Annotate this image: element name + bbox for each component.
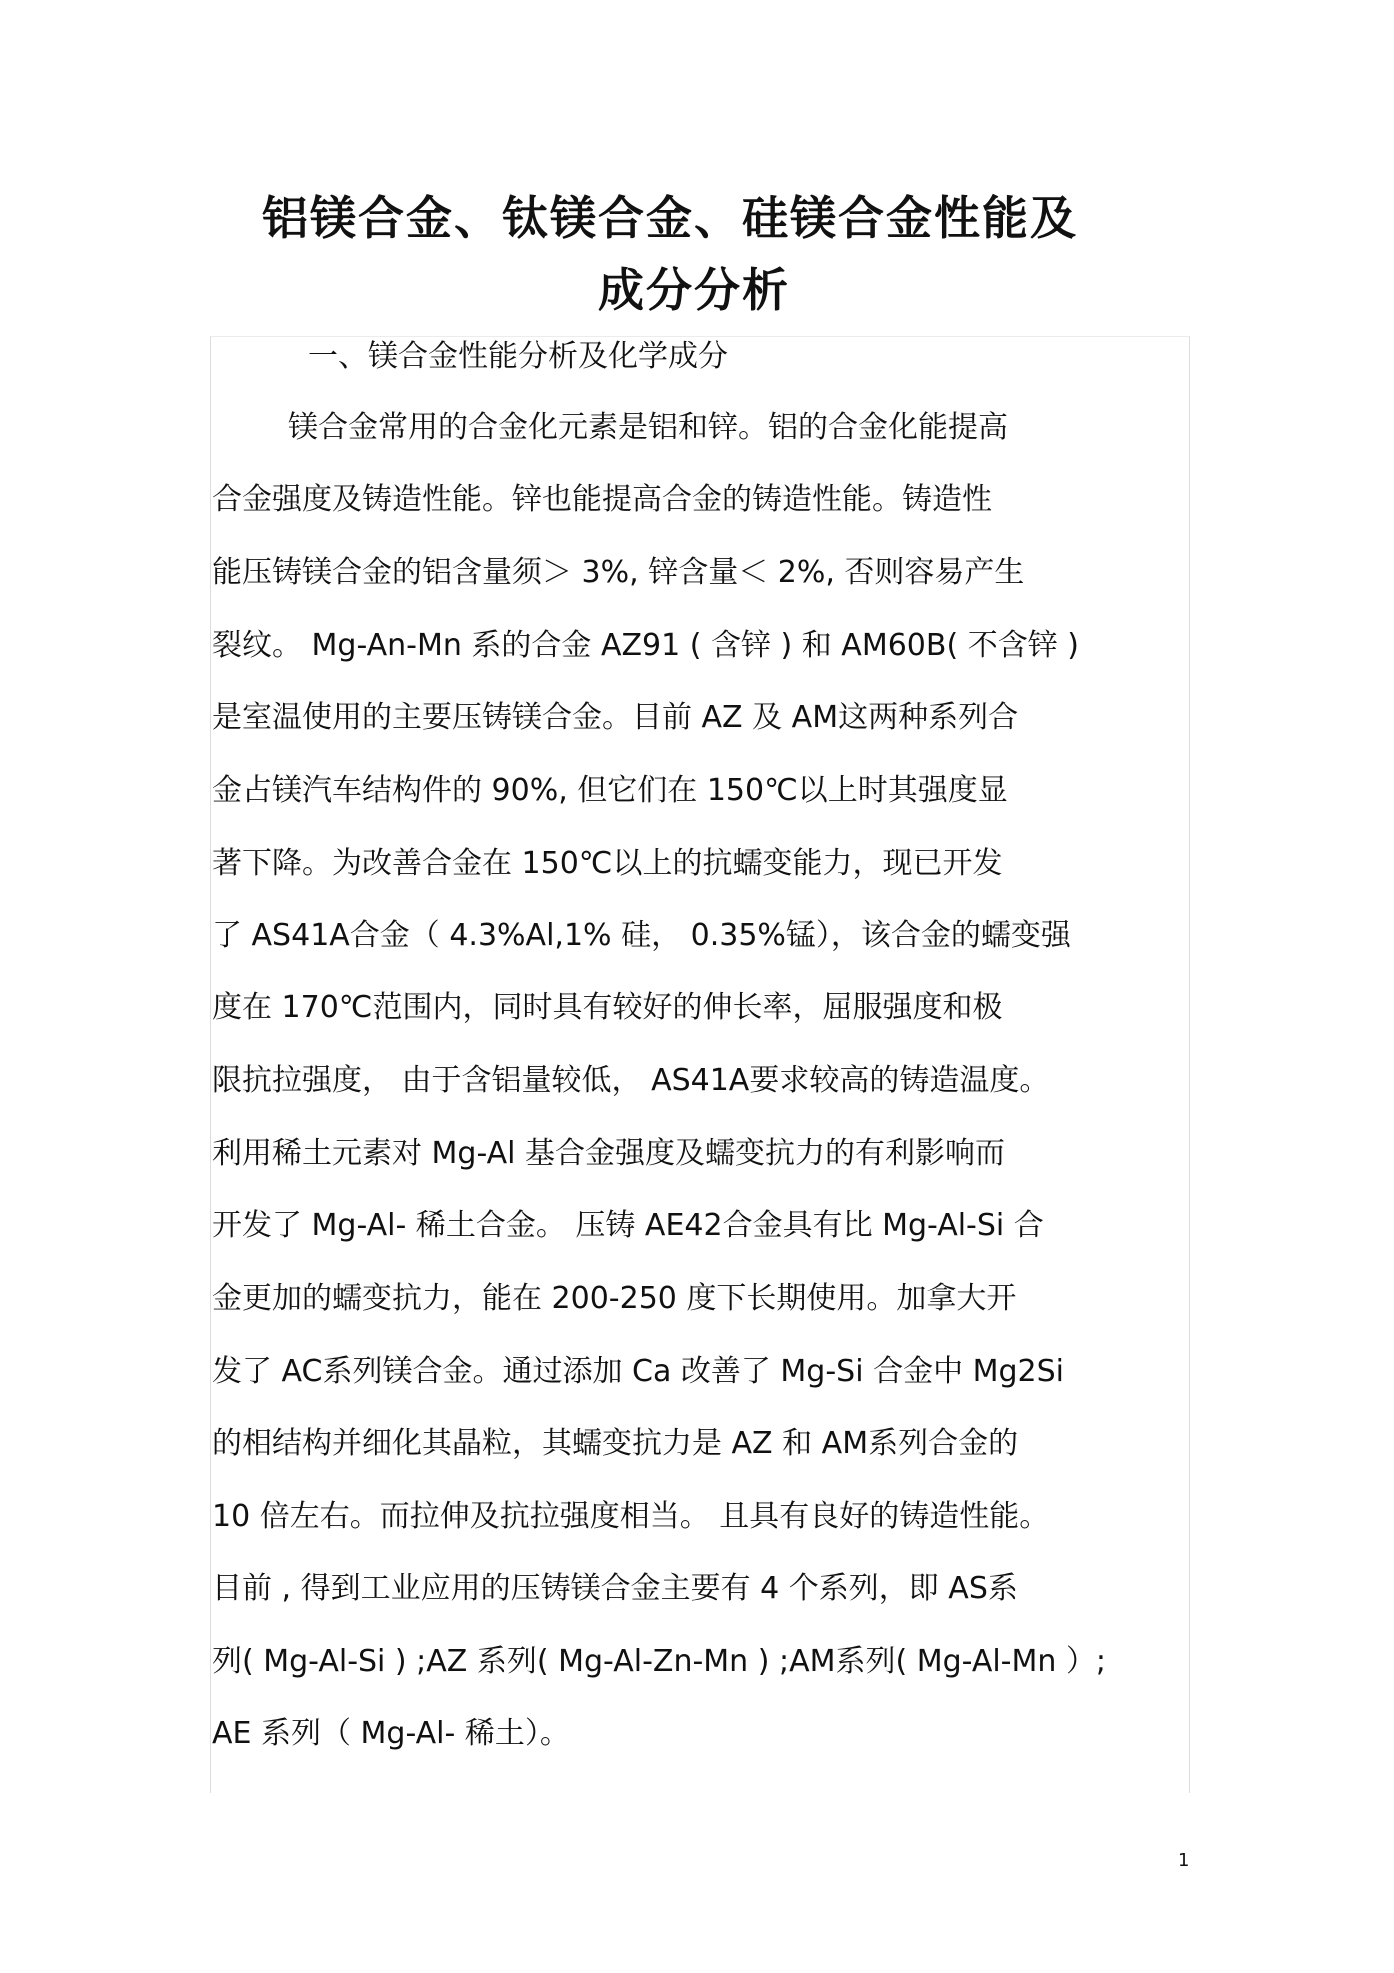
paragraph-line: 裂纹。 Mg-An-Mn 系的合金 AZ91 ( 含锌 ) 和 AM60B( 不含锌 ) — [212, 628, 1079, 663]
paragraph-line: 限抗拉强度， 由于含铝量较低， AS41A要求较高的铸造温度。 — [212, 1063, 1050, 1098]
title-line-1: 铝镁合金、钛镁合金、硅镁合金性能及 — [262, 191, 1078, 245]
paragraph-line: 度在 170℃范围内，同时具有较好的伸长率，屈服强度和极 — [212, 990, 1003, 1025]
paragraph-line: 列( Mg-Al-Si ) ;AZ 系列( Mg-Al-Zn-Mn ) ;AM系列( Mg-Al-Mn ）; — [212, 1644, 1107, 1679]
paragraph-line: 能压铸镁合金的铝含量须＞ 3%, 锌含量＜ 2%, 否则容易产生 — [212, 555, 1025, 590]
paragraph-line: 了 AS41A合金（ 4.3%Al,1% 硅， 0.35%锰），该合金的蠕变强 — [212, 918, 1071, 953]
paragraph-line: 利用稀土元素对 Mg-Al 基合金强度及蠕变抗力的有利影响而 — [212, 1136, 1006, 1171]
paragraph-line: 10 倍左右。而拉伸及抗拉强度相当。 且具有良好的铸造性能。 — [212, 1499, 1050, 1534]
paragraph-line: 的相结构并细化其晶粒，其蠕变抗力是 AZ 和 AM系列合金的 — [212, 1426, 1019, 1461]
page-number: 1 — [1178, 1850, 1190, 1871]
paragraph-line: AE 系列（ Mg-Al- 稀土）。 — [212, 1716, 570, 1751]
paragraph-line: 是室温使用的主要压铸镁合金。目前 AZ 及 AM这两种系列合 — [212, 700, 1019, 735]
paragraph-line: 目前 , 得到工业应用的压铸镁合金主要有 4 个系列，即 AS系 — [212, 1571, 1018, 1606]
paragraph-line: 金占镁汽车结构件的 90%, 但它们在 150℃以上时其强度显 — [212, 773, 1008, 808]
paragraph-line: 发了 AC系列镁合金。通过添加 Ca 改善了 Mg-Si 合金中 Mg2Si — [212, 1354, 1065, 1389]
paragraph-line: 开发了 Mg-Al- 稀土合金。 压铸 AE42合金具有比 Mg-Al-Si 合 — [212, 1208, 1044, 1243]
paragraph-line: 合金强度及铸造性能。锌也能提高合金的铸造性能。铸造性 — [212, 482, 992, 517]
paragraph-line: 镁合金常用的合金化元素是铝和锌。铝的合金化能提高 — [288, 410, 1008, 445]
paragraph-line: 金更加的蠕变抗力，能在 200-250 度下长期使用。加拿大开 — [212, 1281, 1017, 1316]
title-line-2: 成分分析 — [598, 263, 790, 317]
paragraph-line: 著下降。为改善合金在 150℃以上的抗蠕变能力，现已开发 — [212, 846, 1003, 881]
section-heading: 一、镁合金性能分析及化学成分 — [308, 339, 728, 374]
